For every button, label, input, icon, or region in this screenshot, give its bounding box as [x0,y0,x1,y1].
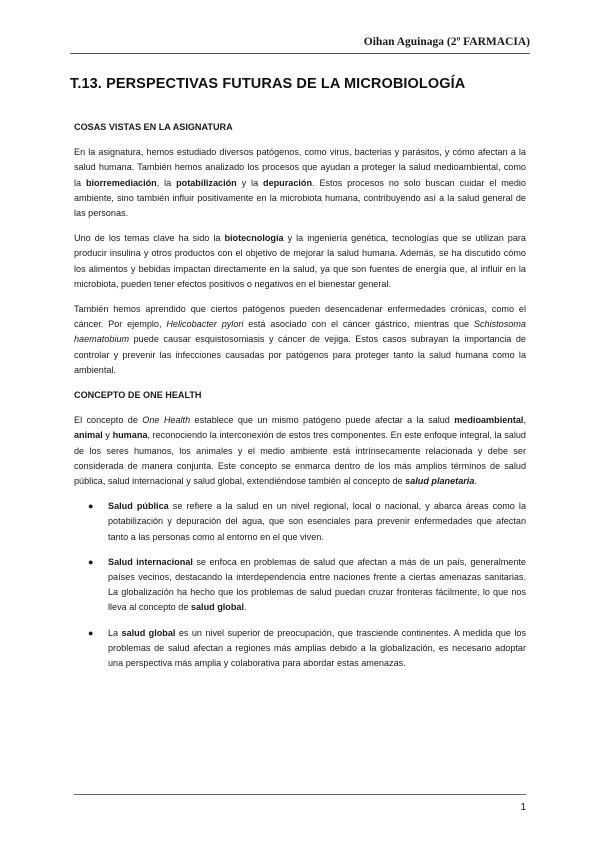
list-item-salud-global: ● La salud global es un nivel superior de preocupación, que trasciende continentes. A medida que los problemas de salud afectan a regiones más amplias debido a la globalización, es necesario adoptar una perspectiva más amplia y colaborativa para abordar estas amenazas. [88,627,526,669]
document-body [74,120,526,681]
bullet-icon: ● [88,556,94,567]
paragraph-biotecnologia: Uno de los temas clave ha sido la biotecnología y la ingeniería genética, tecnologías que se utilizan para producir insulina y otros productos con el objetivo de mejorar la salud humana. Además, se ha discutido cómo los alimentos y bebidas impactan directamente en la salud, ya que son fuentes de energía que, al influir en la microbiota, pueden tener efectos positivos o negativos en el bienestar general. [74,233,526,289]
bullet-icon: ● [88,627,94,638]
bullet-icon: ● [88,501,94,512]
footer-divider [74,794,526,795]
page-title: T.13. PERSPECTIVAS FUTURAS DE LA MICROBIOLOGÍA [70,76,466,92]
section-heading-one-health: CONCEPTO DE ONE HEALTH [74,390,202,401]
page-number: 1 [520,802,526,813]
list-item-salud-internacional: ● Salud internacional se enfoca en problemas de salud que afectan a más de un país, generalmente países vecinos, destacando la interdependencia entre naciones frente a ciertas amenazas sanitarias. La globalización ha hecho que los problemas de salud puedan cruzar fronteras fácilmente, lo que nos lleva al concepto de salud global. [88,556,526,613]
health-levels-list [74,499,526,671]
paragraph-patogenos: En la asignatura, hemos estudiado diversos patógenos, como virus, bacterias y parásitos, y cómo afectan a la salud humana. También hemos analizado los procesos que ayudan a proteger la salud medioambiental, como la biorremediación, la potabilización y la depuración. Estos procesos no solo buscan cuidar el medio ambiente, sino también influir positivamente en la microbiota humana, contribuyendo así a la salud general de las personas. [74,147,526,219]
paragraph-cancer: También hemos aprendido que ciertos patógenos pueden desencadenar enfermedades crónicas, como el cáncer. Por ejemplo, Helicobacter pylori está asociado con el cáncer gástrico, mientras que Schistosoma haematobium puede causar esquistosomiasis y cáncer de vejiga. Estos casos subrayan la importancia de controlar y prevenir las infecciones causadas por patógenos para proteger tanto la salud humana como la ambiental. [74,304,526,375]
header-divider [70,53,530,54]
header-author: Oihan Aguinaga (2º FARMACIA) [363,36,530,48]
section-heading-asignatura: COSAS VISTAS EN LA ASIGNATURA [74,122,233,132]
list-item-salud-publica: ● Salud pública se refiere a la salud en un nivel regional, local o nacional, y abarca áreas como la potabilización y depuración del agua, que son esenciales para prevenir enfermedades que afectan tanto a las personas como al entorno en el que viven. [88,501,526,542]
paragraph-one-health: El concepto de One Health establece que un mismo patógeno puede afectar a la salud medioambiental, animal y humana, reconociendo la interconexión de estos tres componentes. En este enfoque integral, la salud de los seres humanos, los animales y el medio ambiente está intrínsecamente relacionada y debe ser considerada de manera conjunta. Este concepto se enmarca dentro de los más amplios términos de salud pública, salud internacional y salud global, extendiéndose también al concepto de salud planetaria. [74,415,526,487]
